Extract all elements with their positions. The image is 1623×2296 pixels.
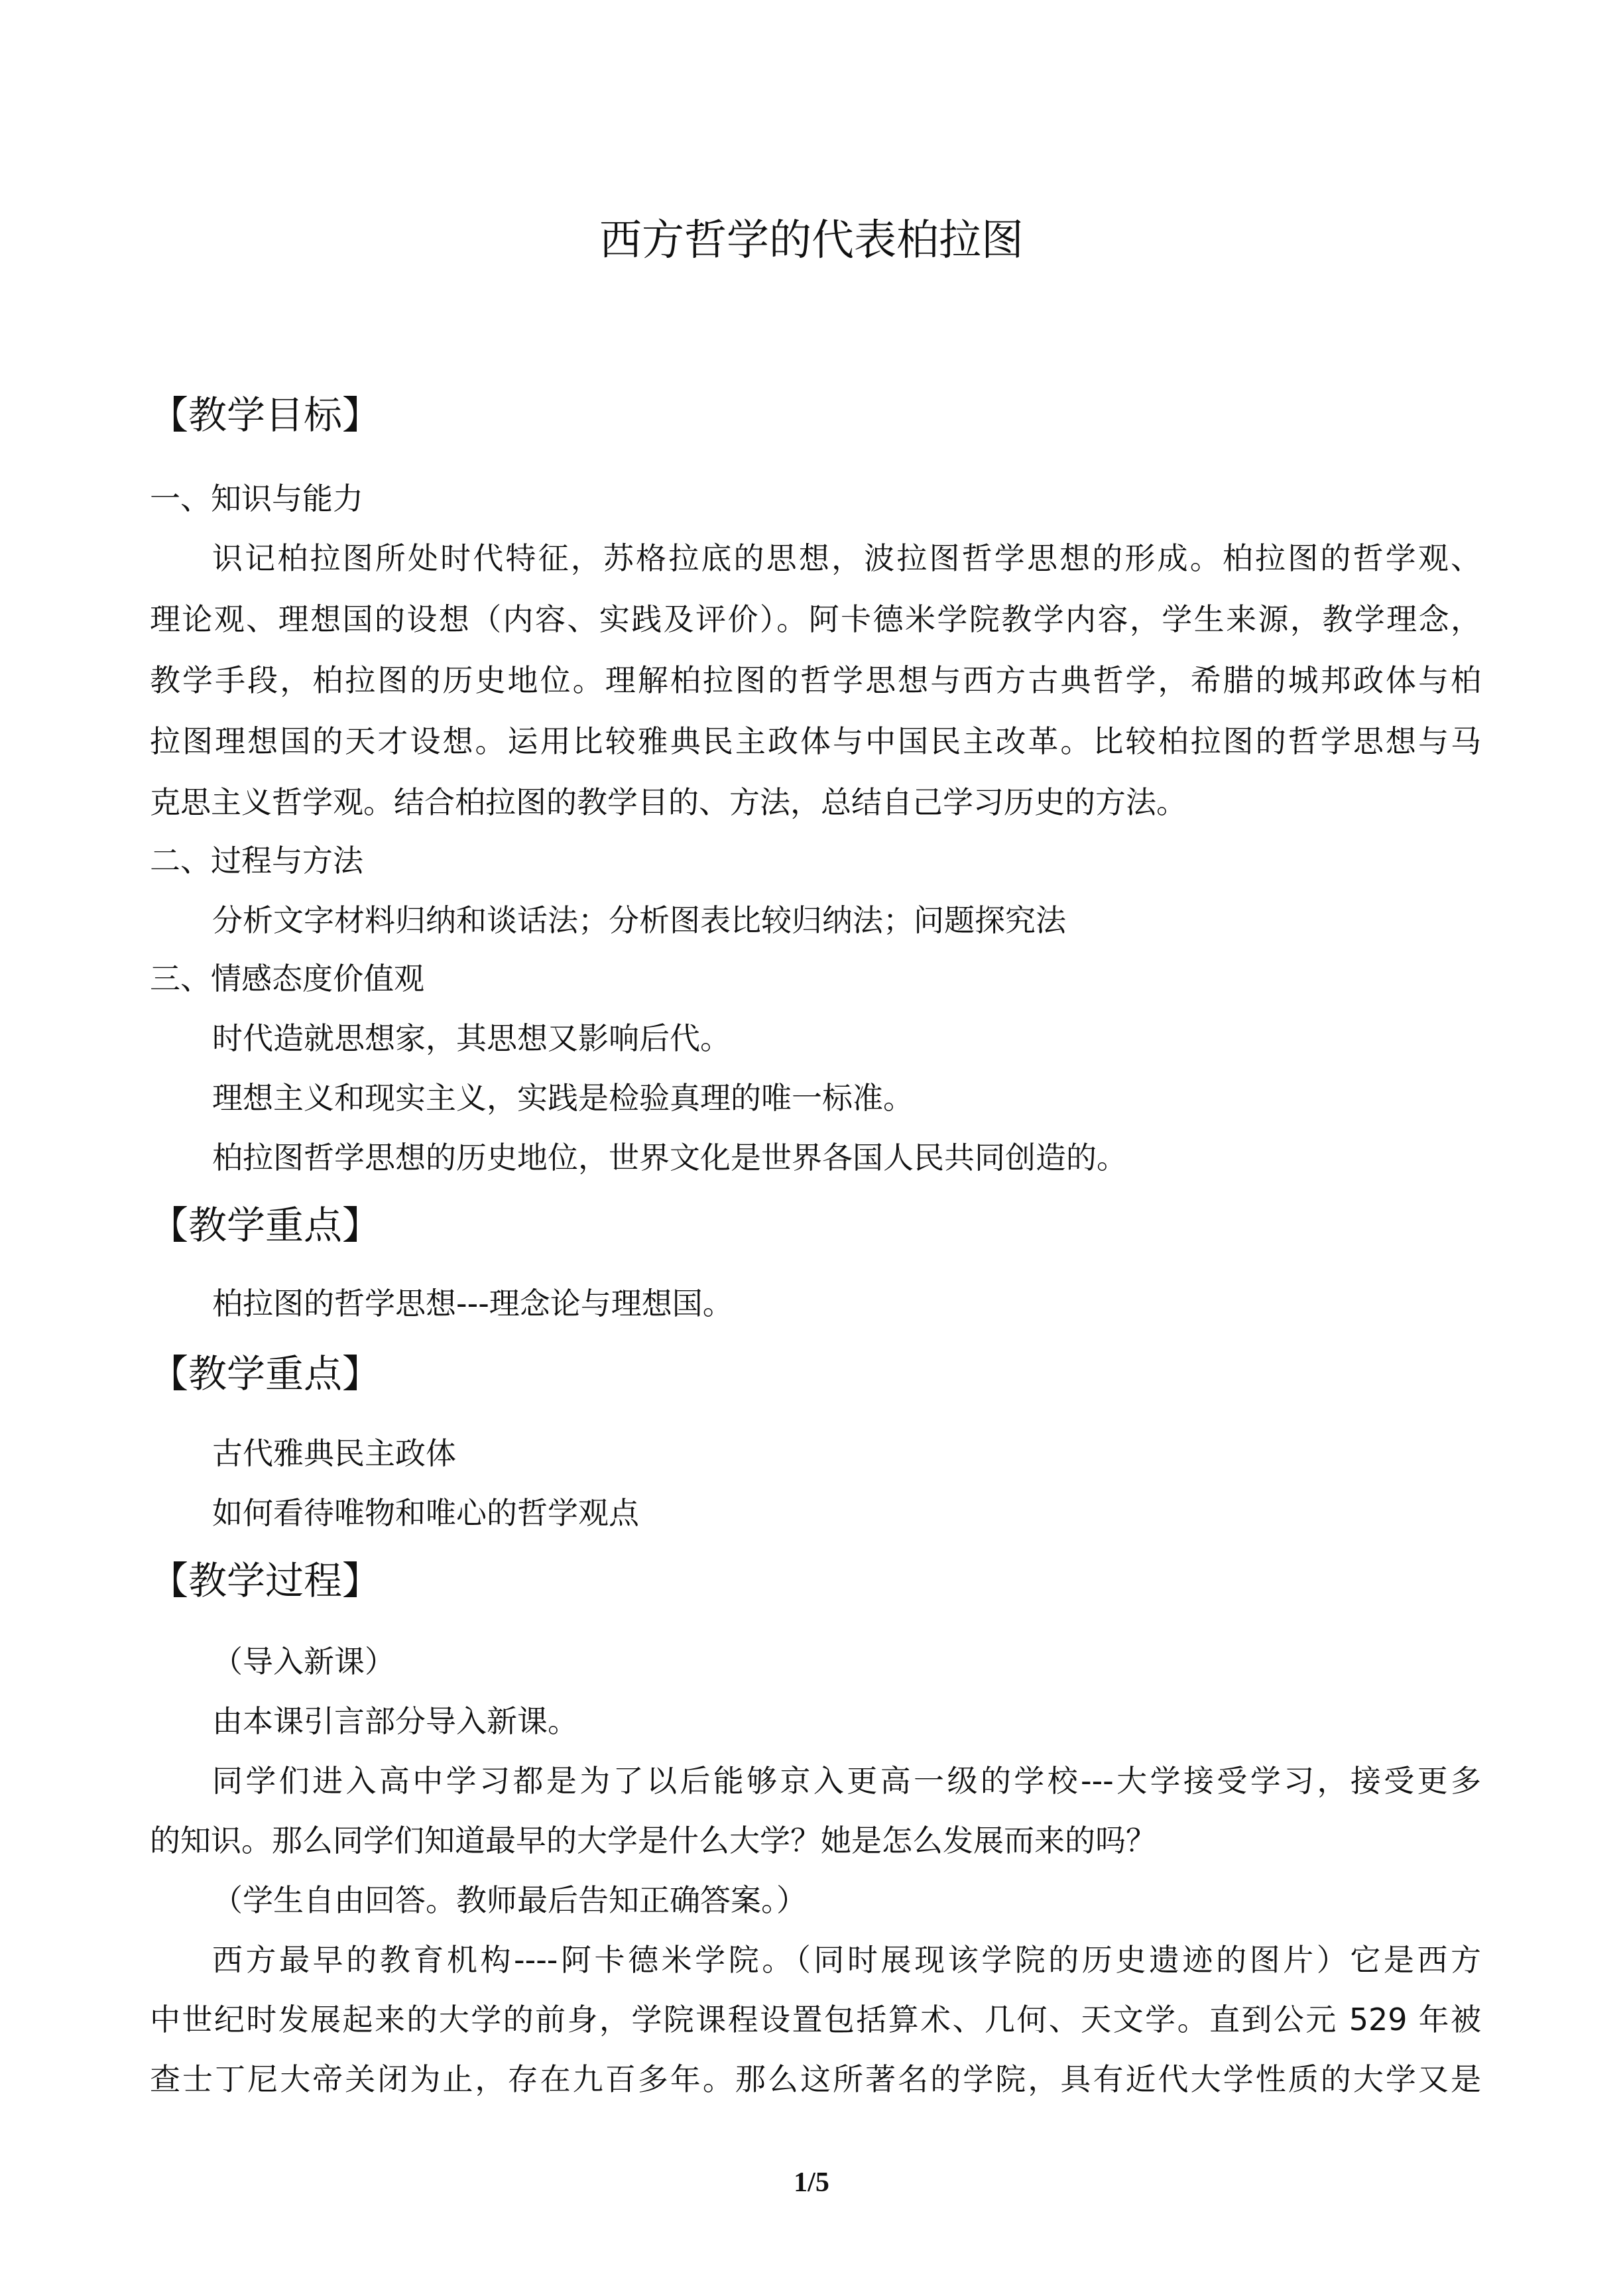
process-method-subheading: 二、过程与方法 <box>150 843 363 878</box>
knowledge-line-4: 拉图理想国的天才设想。运用比较雅典民主政体与中国民主改革。比较柏拉图的哲学思想与马 <box>150 723 1481 759</box>
key-point-heading-2: 【教学重点】 <box>150 1351 381 1396</box>
key-point-1-line: 柏拉图的哲学思想---理念论与理想国。 <box>212 1286 733 1321</box>
intro-line: 由本课引言部分导入新课。 <box>212 1703 578 1739</box>
knowledge-line-3: 教学手段，柏拉图的历史地位。理解柏拉图的哲学思想与西方古典哲学，希腊的城邦政体与柏 <box>150 662 1481 698</box>
process-method-line: 分析文字材料归纳和谈话法；分析图表比较归纳法；问题探究法 <box>212 902 1066 938</box>
objectives-heading: 【教学目标】 <box>150 393 381 438</box>
knowledge-subheading: 一、知识与能力 <box>150 481 363 516</box>
page-title: 西方哲学的代表柏拉图 <box>599 216 1024 265</box>
key-point-heading-1: 【教学重点】 <box>150 1203 381 1248</box>
paragraph2-line-1: 西方最早的教育机构----阿卡德米学院。（同时展现该学院的历史遗迹的图片）它是西方 <box>212 1942 1481 1978</box>
emotion-line-3: 柏拉图哲学思想的历史地位，世界文化是世界各国人民共同创造的。 <box>212 1140 1127 1176</box>
emotion-line-1: 时代造就思想家，其思想又影响后代。 <box>212 1020 731 1056</box>
paragraph1-line-1: 同学们进入高中学习都是为了以后能够京入更高一级的学校---大学接受学习，接受更多 <box>212 1763 1481 1799</box>
paragraph2-line-3: 查士丁尼大帝关闭为止，存在九百多年。那么这所著名的学院，具有近代大学性质的大学又是 <box>150 2061 1481 2097</box>
teacher-note: （学生自由回答。教师最后告知正确答案。） <box>212 1882 807 1918</box>
emotion-subheading: 三、情感态度价值观 <box>150 961 424 997</box>
key-point-2-line-2: 如何看待唯物和唯心的哲学观点 <box>212 1495 639 1531</box>
page-number: 1/5 <box>794 2167 829 2198</box>
paragraph2-line-2: 中世纪时发展起来的大学的前身，学院课程设置包括算术、几何、天文学。直到公元 529 年被 <box>150 2002 1481 2037</box>
paragraph1-line-2: 的知识。那么同学们知道最早的大学是什么大学？她是怎么发展而来的吗？ <box>150 1823 1156 1858</box>
intro-label: （导入新课） <box>212 1644 395 1679</box>
teaching-process-heading: 【教学过程】 <box>150 1558 381 1603</box>
knowledge-line-2: 理论观、理想国的设想（内容、实践及评价）。阿卡德米学院教学内容，学生来源，教学理念， <box>150 601 1481 637</box>
emotion-line-2: 理想主义和现实主义，实践是检验真理的唯一标准。 <box>212 1080 914 1116</box>
knowledge-line-5: 克思主义哲学观。结合柏拉图的教学目的、方法，总结自己学习历史的方法。 <box>150 784 1187 820</box>
key-point-2-line-1: 古代雅典民主政体 <box>212 1435 456 1471</box>
knowledge-line-1: 识记柏拉图所处时代特征，苏格拉底的思想，波拉图哲学思想的形成。柏拉图的哲学观、 <box>212 540 1481 576</box>
